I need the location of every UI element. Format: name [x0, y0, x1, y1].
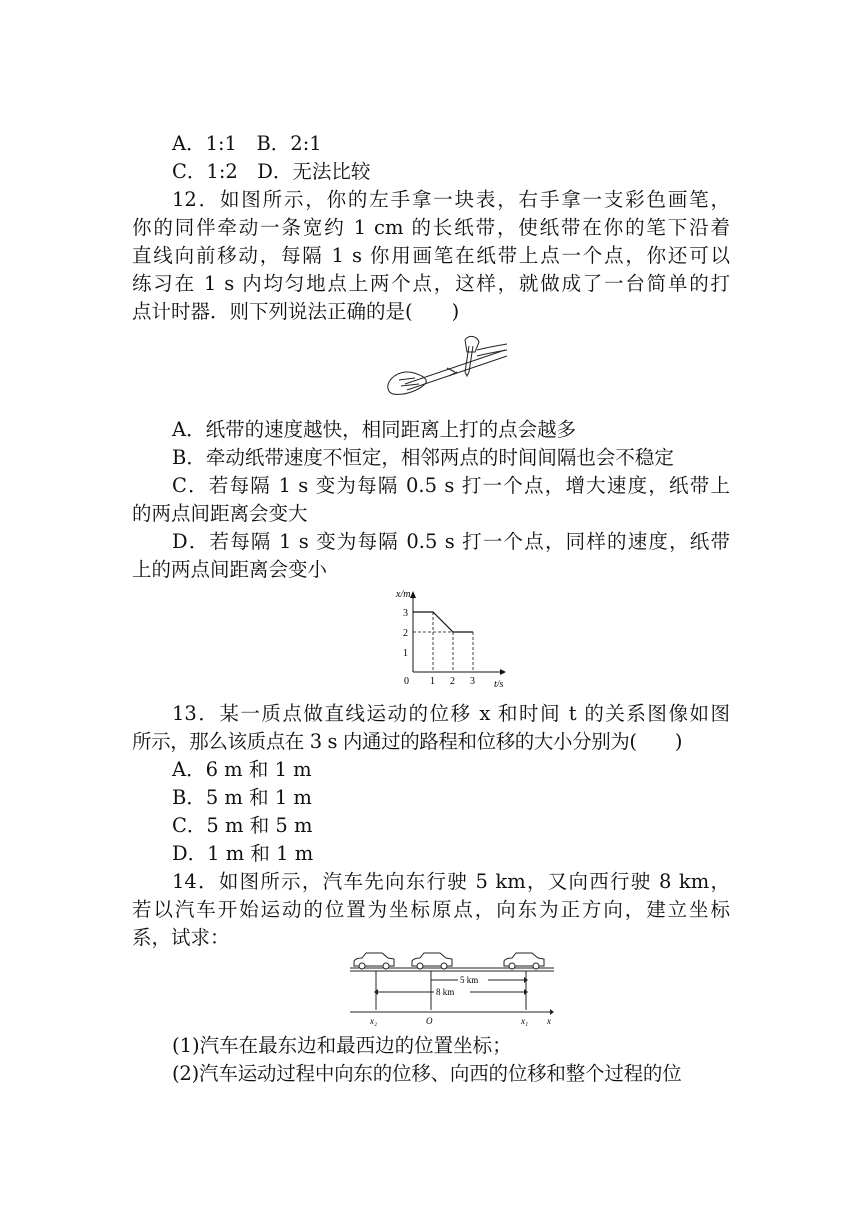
q12-stem-line: 直线向前移动，每隔 1 s 你用画笔在纸带上点一个点，你还可以	[132, 244, 730, 267]
label-x2: x₂	[370, 1016, 378, 1026]
label-origin: O	[426, 1016, 433, 1026]
series-line	[413, 612, 473, 632]
q12-option-d: D．若每隔 1 s 变为每隔 0.5 s 打一个点，同样的速度，纸带	[172, 530, 730, 553]
q14-stem-line: 14．如图所示，汽车先向东行驶 5 km，又向西行驶 8 km，	[172, 870, 730, 893]
q12-stem-line: 点计时器．则下列说法正确的是( )	[132, 300, 460, 323]
label-x1: x₁	[521, 1016, 529, 1026]
q13-option-c: C．5 m 和 5 m	[172, 814, 313, 837]
x-tick-label: 0	[404, 676, 409, 687]
q13-option-d: D．1 m 和 1 m	[172, 842, 314, 865]
x-tick-label: 1	[430, 676, 435, 687]
x-tick-label: 2	[450, 676, 455, 687]
x-axis-arrow	[500, 669, 506, 675]
q12-option-b: B．牵动纸带速度不恒定，相邻两点的时间间隔也会不稳定	[172, 446, 674, 469]
y-tick-label: 1	[403, 648, 408, 659]
x-axis-label: t/s	[494, 679, 504, 690]
label-5km: 5 km	[460, 975, 479, 985]
q14-stem-line: 若以汽车开始运动的位置为坐标原点，向东为正方向，建立坐标	[132, 898, 730, 921]
q12-stem-line: 练习在 1 s 内均匀地点上两个点，这样，就做成了一台简单的打	[132, 272, 730, 295]
q11-option-cd: C．1:2 D．无法比较	[172, 160, 371, 183]
label-x: x	[547, 1016, 551, 1026]
y-axis-arrow	[410, 591, 416, 598]
q14-part-2: (2)汽车运动过程中向东的位移、向西的位移和整个过程的位	[172, 1062, 682, 1085]
paper-tape-figure	[385, 332, 510, 402]
q14-part-1: (1)汽车在最东边和最西边的位置坐标；	[172, 1034, 512, 1057]
car-icon	[412, 953, 452, 969]
y-tick-label: 3	[403, 608, 408, 619]
q14-stem-line: 系，试求：	[132, 926, 230, 949]
label-8km: 8 km	[436, 987, 455, 997]
car-icon	[354, 953, 394, 969]
car-icon	[504, 953, 544, 969]
x-tick-label: 3	[470, 676, 475, 687]
q12-stem-line: 你的同伴牵动一条宽约 1 cm 的长纸带，使纸带在你的笔下沿着	[132, 216, 730, 239]
q13-stem-line: 13．某一质点做直线运动的位移 x 和时间 t 的关系图像如图	[172, 702, 730, 725]
y-axis-label: x/m	[396, 589, 411, 600]
q12-option-a: A．纸带的速度越快，相同距离上打的点会越多	[172, 418, 577, 441]
q11-option-ab: A．1:1 B．2:1	[172, 132, 322, 155]
x-t-graph	[388, 586, 520, 690]
q13-option-a: A．6 m 和 1 m	[172, 758, 312, 781]
q12-option-d-cont: 上的两点间距离会变小	[132, 558, 328, 581]
q13-option-b: B．5 m 和 1 m	[172, 786, 312, 809]
q12-option-c: C．若每隔 1 s 变为每隔 0.5 s 打一个点，增大速度，纸带上	[172, 474, 730, 497]
q12-stem-line: 12．如图所示，你的左手拿一块表，右手拿一支彩色画笔，	[172, 188, 730, 211]
q12-option-c-cont: 的两点间距离会变大	[132, 502, 308, 525]
car-displacement-figure	[346, 946, 558, 1028]
y-tick-label: 2	[403, 628, 408, 639]
q13-stem-line: 所示，那么该质点在 3 s 内通过的路程和位移的大小分别为( )	[132, 730, 683, 753]
